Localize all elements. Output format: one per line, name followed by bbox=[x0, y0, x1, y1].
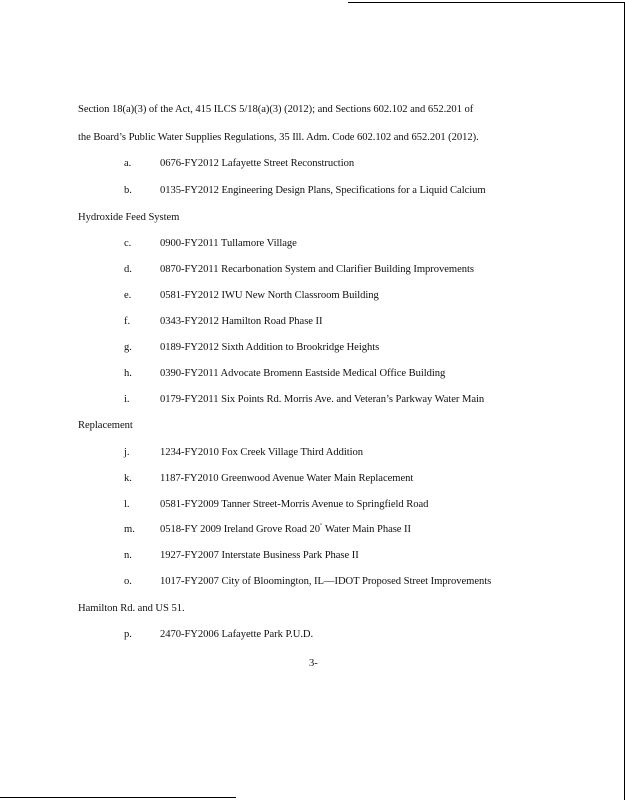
item-letter: m. bbox=[124, 524, 135, 535]
item-text: 1927-FY2007 Interstate Business Park Phase II bbox=[160, 550, 359, 561]
item-letter: h. bbox=[124, 368, 132, 379]
item-text: 0189-FY2012 Sixth Addition to Brookridge Heights bbox=[160, 342, 380, 353]
item-text-part: 0518-FY 2009 Ireland Grove Road 20 bbox=[160, 524, 321, 535]
item-text-continued: Hydroxide Feed System bbox=[78, 212, 180, 223]
item-text: 0343-FY2012 Hamilton Road Phase II bbox=[160, 316, 323, 327]
superscript-mark: " bbox=[320, 523, 323, 530]
scan-edge-top bbox=[348, 2, 625, 3]
item-letter: a. bbox=[124, 158, 132, 169]
item-text: 0870-FY2011 Recarbonation System and Clarifier Building Improvements bbox=[160, 264, 474, 275]
item-text: 0676-FY2012 Lafayette Street Reconstruction bbox=[160, 158, 355, 169]
item-letter: g. bbox=[124, 342, 132, 353]
item-letter: p. bbox=[124, 629, 132, 640]
item-letter: b. bbox=[124, 185, 132, 196]
item-letter: k. bbox=[124, 473, 132, 484]
item-letter: j. bbox=[124, 447, 130, 458]
item-text: 0581-FY2012 IWU New North Classroom Building bbox=[160, 290, 379, 301]
item-letter: c. bbox=[124, 238, 132, 249]
item-text bbox=[160, 523, 411, 536]
item-text-continued: Replacement bbox=[78, 420, 133, 431]
intro-line-1: Section 18(a)(3) of the Act, 415 ILCS 5/18(a)(3) (2012); and Sections 602.102 and 652.201 of bbox=[78, 104, 474, 115]
item-text: 1187-FY2010 Greenwood Avenue Water Main Replacement bbox=[160, 473, 414, 484]
item-text: 0179-FY2011 Six Points Rd. Morris Ave. and Veteran’s Parkway Water Main bbox=[160, 394, 485, 405]
item-text: 0135-FY2012 Engineering Design Plans, Specifications for a Liquid Calcium bbox=[160, 185, 486, 196]
item-letter: f. bbox=[124, 316, 131, 327]
intro-line-2: the Board’s Public Water Supplies Regulations, 35 Ill. Adm. Code 602.102 and 652.201 (2012). bbox=[78, 132, 479, 143]
item-text: 1017-FY2007 City of Bloomington, IL—IDOT Proposed Street Improvements bbox=[160, 576, 492, 587]
item-letter: n. bbox=[124, 550, 132, 561]
item-letter: o. bbox=[124, 576, 132, 587]
item-text-part: Water Main Phase II bbox=[322, 524, 411, 535]
item-text-continued: Hamilton Rd. and US 51. bbox=[78, 603, 185, 614]
item-text: 0581-FY2009 Tanner Street-Morris Avenue to Springfield Road bbox=[160, 499, 429, 510]
item-letter: l. bbox=[124, 499, 130, 510]
item-text: 2470-FY2006 Lafayette Park P.U.D. bbox=[160, 629, 314, 640]
item-text: 0900-FY2011 Tullamore Village bbox=[160, 238, 297, 249]
page-number: 3- bbox=[309, 658, 318, 669]
item-letter: i. bbox=[124, 394, 130, 405]
item-letter: e. bbox=[124, 290, 132, 301]
item-text: 0390-FY2011 Advocate Bromenn Eastside Medical Office Building bbox=[160, 368, 446, 379]
item-text: 1234-FY2010 Fox Creek Village Third Addition bbox=[160, 447, 364, 458]
item-letter: d. bbox=[124, 264, 132, 275]
scan-edge-bottom bbox=[0, 797, 236, 798]
